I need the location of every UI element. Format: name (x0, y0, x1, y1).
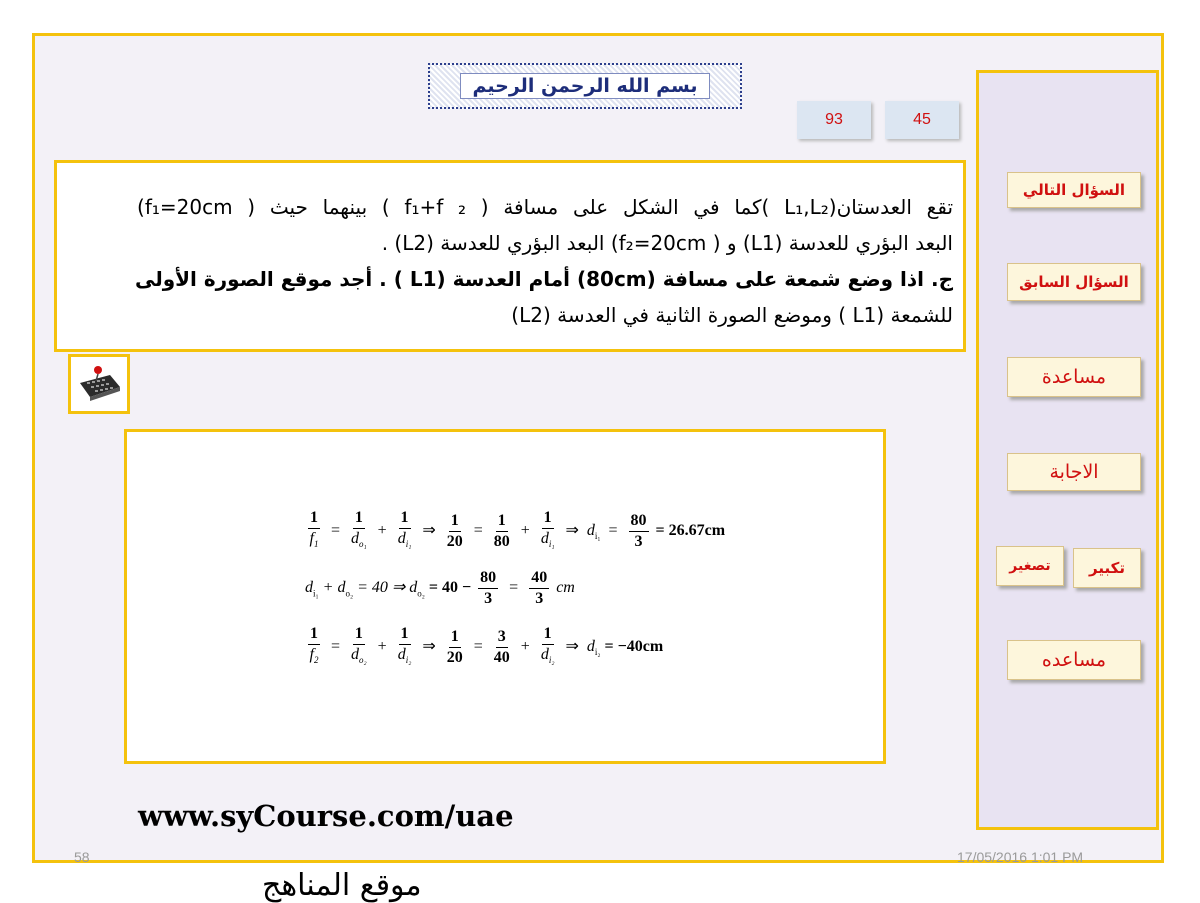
zoom-out-button[interactable]: تصغير (996, 546, 1064, 586)
keyboard-icon (74, 361, 124, 407)
help-button[interactable]: مساعدة (1007, 357, 1141, 397)
question-line-4: للشمعة (L1 ) وموضع الصورة الثانية في العدسة (L2) (511, 303, 953, 327)
zoom-in-button[interactable]: تكبير (1073, 548, 1141, 588)
site-name: موقع المناهج (262, 868, 422, 903)
question-line-3: ج. اذا وضع شمعة على مسافة (80cm) أمام العدسة (L1 ) . أجد موقع الصورة الأولى (134, 267, 953, 291)
answer-button[interactable]: الاجابة (1007, 453, 1141, 491)
current-question-counter: 45 (885, 101, 959, 139)
question-box (54, 160, 966, 352)
equation-2: $d_{i_1} + d_{o_2} = 40$ ⇒ $d_{o_2} = 40$ − $\frac{80}{3}$ = $\frac{40}{3}$ cm (305, 569, 575, 607)
basmala-banner (428, 63, 742, 109)
equation-1: $\frac{1}{f_1}$ = $\frac{1}{d_{o_1}}$ + $\frac{1}{d_{i_1}}$ ⇒ $\frac{1}{20}$ = $\frac{1}{80}$ + $\frac{1}{d_{i_1}}$ ⇒ $d_{i_1}$ = $\frac{80}{3}$ = 26.67cm (309, 509, 726, 550)
basmala-text: بسم الله الرحمن الرحيم (460, 73, 711, 99)
question-line-1: تقع العدستان(L₁,L₂ )كما في الشكل على مسافة ( f₁+f ₂ ) بينهما حيث ( f₁=20cm) (137, 195, 954, 219)
answer-panel (124, 429, 886, 764)
help-button-2[interactable]: مساعده (1007, 640, 1141, 680)
previous-question-button[interactable]: السؤال السابق (1007, 263, 1141, 301)
footer-url: www.syCourse.com/uae (138, 799, 514, 833)
timestamp: 17/05/2016 1:01 PM (957, 849, 1084, 865)
page-number: 58 (74, 849, 90, 865)
lens-figure-thumbnail[interactable] (68, 354, 130, 414)
next-question-button[interactable]: السؤال التالي (1007, 172, 1141, 208)
equation-3: $\frac{1}{f_2}$ = $\frac{1}{d_{o_2}}$ + $\frac{1}{d_{i_2}}$ ⇒ $\frac{1}{20}$ = $\frac{3}{40}$ + $\frac{1}{d_{i_2}}$ ⇒ $d_{i_2} = -40cm$ (309, 625, 664, 666)
total-questions-counter: 93 (797, 101, 871, 139)
question-line-2: البعد البؤري للعدسة (L1) و ( f₂=20cm) البعد البؤري للعدسة (L2) . (381, 231, 953, 255)
navigation-sidebar (976, 70, 1159, 830)
